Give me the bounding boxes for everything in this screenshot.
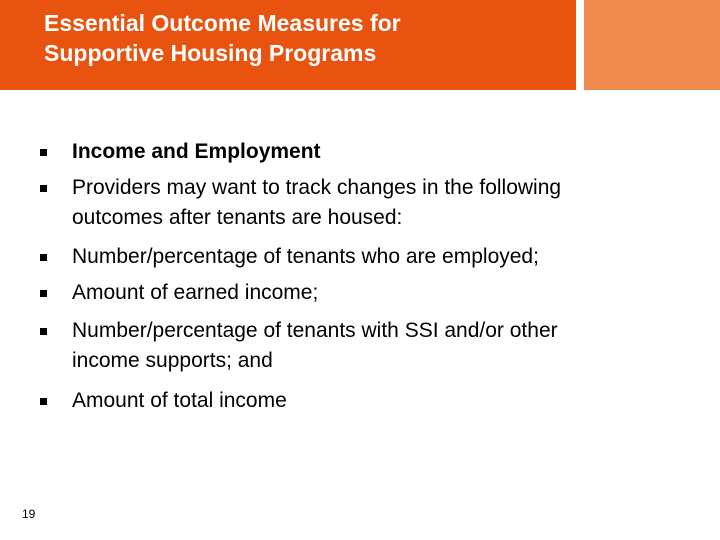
bullet-line: Amount of total income [72,389,287,412]
title-line-1: Essential Outcome Measures for [44,10,401,36]
bullet-line: Number/percentage of tenants with SSI and/or other [72,319,558,342]
square-bullet-icon [40,398,47,405]
bullet-line: Income and Employment [72,140,321,163]
slide-title [44,8,564,68]
bullet-text [72,316,702,376]
title-line-2: Supportive Housing Programs [44,40,377,66]
bullet-text [72,173,702,233]
square-bullet-icon [40,149,47,156]
bullet-line: outcomes after tenants are housed: [72,206,403,229]
bullet-text [72,386,702,416]
bullet-text [72,137,702,167]
title-bar [0,0,576,90]
accent-block [584,0,720,90]
square-bullet-icon [40,185,47,192]
square-bullet-icon [40,254,47,261]
bullet-line: Amount of earned income; [72,281,319,304]
bullet-line: income supports; and [72,349,273,372]
page-number: 19 [22,507,36,521]
square-bullet-icon [40,290,47,297]
bullet-line: Number/percentage of tenants who are employed; [72,245,539,268]
square-bullet-icon [40,328,47,335]
bullet-text [72,242,702,272]
bullet-text [72,278,702,308]
bullet-line: Providers may want to track changes in the following [72,176,562,199]
